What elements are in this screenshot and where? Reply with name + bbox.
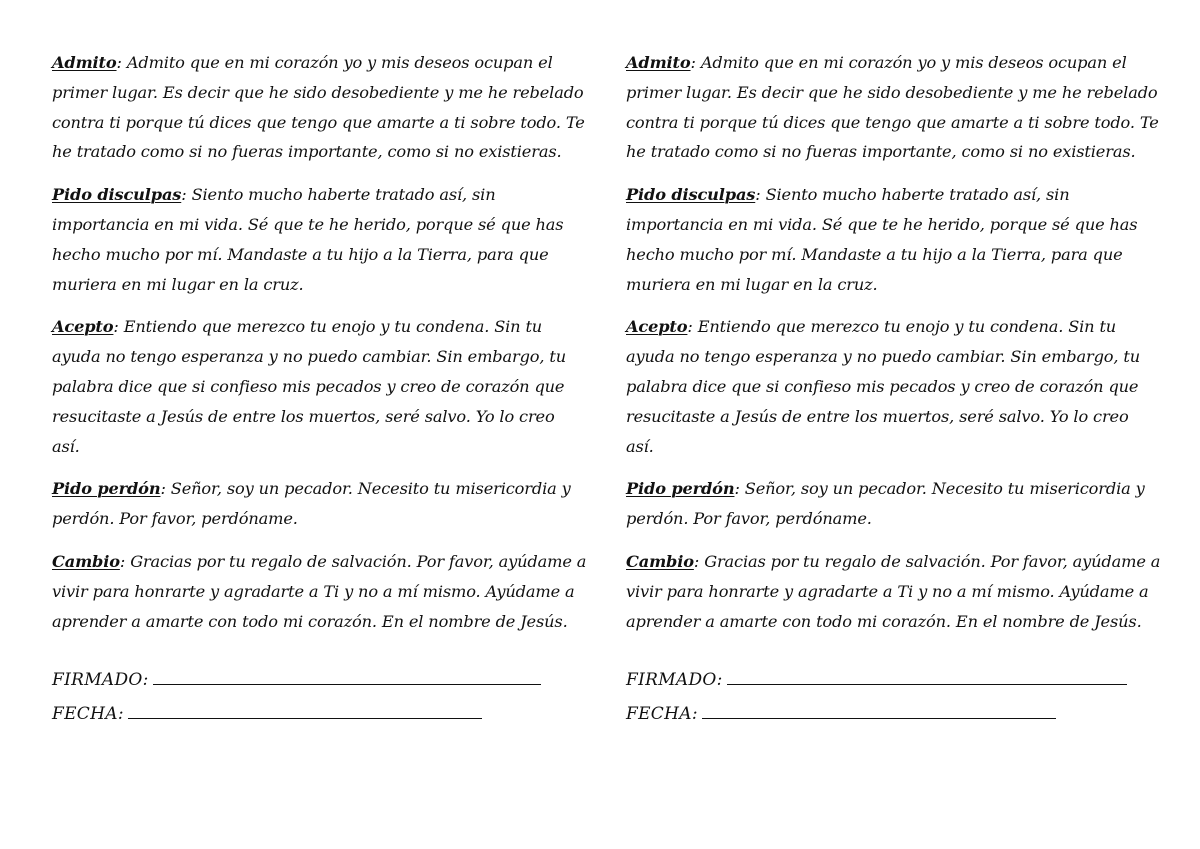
section-pido-perdon [52, 474, 587, 534]
section-pido-disculpas [626, 180, 1161, 299]
section-heading: Acepto [626, 317, 688, 337]
date-line [626, 698, 1127, 732]
section-text: Entiendo que merezco tu enojo y tu condena. Sin tu ayuda no tengo esperanza y no puedo cambiar. Sin embargo, tu palabra dice que si confieso mis pecados y creo de corazón que resucitaste a Jesús de entre los muertos, seré salvo. Yo lo creo así. [626, 317, 1141, 456]
section-separator: : [181, 185, 192, 205]
section-text: Señor, soy un pecador. Necesito tu misericordia y perdón. Por favor, perdóname. [626, 479, 1145, 529]
section-separator: : [690, 53, 701, 72]
section-text: Señor, soy un pecador. Necesito tu misericordia y perdón. Por favor, perdóname. [52, 479, 571, 529]
section-separator: : [693, 551, 705, 571]
section-admito [626, 48, 1161, 167]
section-heading: Cambio [52, 551, 120, 571]
signature-blank[interactable] [727, 683, 1127, 685]
section-pido-disculpas [52, 180, 587, 299]
section-separator: : [160, 479, 171, 499]
section-pido-perdon [626, 474, 1161, 534]
date-blank[interactable] [128, 717, 482, 719]
section-heading: Cambio [626, 551, 694, 571]
section-heading: Admito [52, 53, 117, 72]
section-heading: Pido perdón [626, 479, 735, 499]
section-text: Siento mucho haberte tratado así, sin importancia en mi vida. Sé que te he herido, porque sé que has hecho mucho por mí. Mandaste a tu hijo a la Tierra, para que muriera en mi lugar en la cruz. [52, 185, 564, 294]
date-label: FECHA: [52, 704, 124, 724]
date-line [52, 698, 541, 732]
signed-label: FIRMADO: [626, 670, 723, 690]
section-text: Gracias por tu regalo de salvación. Por favor, ayúdame a vivir para honrarte y agradarte a Ti y no a mí mismo. Ayúdame a aprender a amarte con todo mi corazón. En el nombre de Jesús. [626, 551, 1161, 631]
section-separator: : [687, 317, 698, 337]
section-heading: Pido disculpas [52, 185, 182, 205]
section-separator: : [113, 317, 124, 337]
section-acepto [626, 312, 1161, 461]
section-text: Admito que en mi corazón yo y mis deseos ocupan el primer lugar. Es decir que he sido desobediente y me he rebelado contra ti porque tú dices que tengo que amarte a ti sobre todo. Te he tratado como si no fueras importante, como si no existieras. [52, 53, 585, 162]
signed-line [626, 664, 1127, 698]
section-cambio [626, 547, 1161, 636]
date-blank[interactable] [702, 717, 1056, 719]
section-separator: : [116, 53, 127, 72]
section-heading: Admito [626, 53, 691, 72]
section-cambio [52, 547, 587, 636]
signed-line [52, 664, 541, 698]
section-separator: : [734, 479, 745, 499]
section-text: Entiendo que merezco tu enojo y tu condena. Sin tu ayuda no tengo esperanza y no puedo cambiar. Sin embargo, tu palabra dice que si confieso mis pecados y creo de corazón que resucitaste a Jesús de entre los muertos, seré salvo. Yo lo creo así. [52, 317, 567, 456]
date-label: FECHA: [626, 704, 698, 724]
prayer-card-right [626, 48, 1161, 649]
section-separator: : [755, 185, 766, 205]
section-text: Admito que en mi corazón yo y mis deseos ocupan el primer lugar. Es decir que he sido desobediente y me he rebelado contra ti porque tú dices que tengo que amarte a ti sobre todo. Te he tratado como si no fueras importante, como si no existieras. [626, 53, 1159, 162]
section-acepto [52, 312, 587, 461]
signature-block-right [626, 664, 1127, 732]
section-heading: Pido disculpas [626, 185, 756, 205]
section-text: Siento mucho haberte tratado así, sin importancia en mi vida. Sé que te he herido, porque sé que has hecho mucho por mí. Mandaste a tu hijo a la Tierra, para que muriera en mi lugar en la cruz. [626, 185, 1138, 294]
section-text: Gracias por tu regalo de salvación. Por favor, ayúdame a vivir para honrarte y agradarte a Ti y no a mí mismo. Ayúdame a aprender a amarte con todo mi corazón. En el nombre de Jesús. [52, 551, 587, 631]
signed-label: FIRMADO: [52, 670, 149, 690]
prayer-card-left [52, 48, 587, 649]
section-heading: Acepto [52, 317, 114, 337]
section-heading: Pido perdón [52, 479, 161, 499]
signature-block-left [52, 664, 541, 732]
section-admito [52, 48, 587, 167]
signature-blank[interactable] [153, 683, 541, 685]
section-separator: : [119, 551, 131, 571]
